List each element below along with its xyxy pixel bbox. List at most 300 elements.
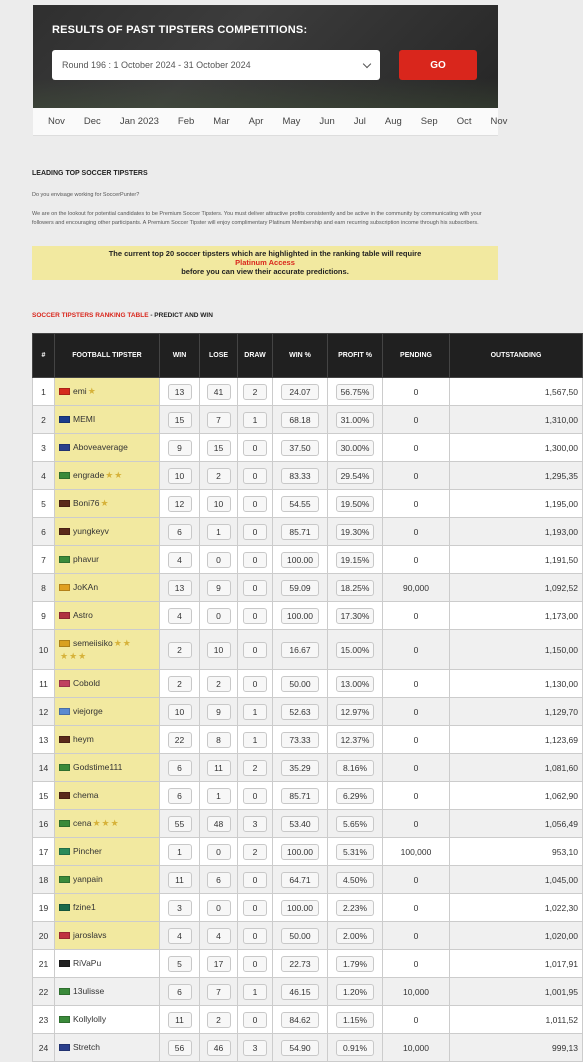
win-pct-cell <box>273 810 328 838</box>
profit-cell <box>328 574 383 602</box>
outstanding-cell: 1,129,70 <box>450 698 583 726</box>
draw-value: 0 <box>243 872 267 888</box>
win-value: 55 <box>168 816 192 832</box>
win-pct-value: 84.62 <box>281 1012 319 1028</box>
pending-cell: 0 <box>383 434 450 462</box>
tipster-cell <box>55 546 160 574</box>
tipster-name-link[interactable]: chema <box>73 790 99 800</box>
tipster-name-link[interactable]: Pincher <box>73 846 102 856</box>
draw-cell <box>238 782 273 810</box>
platinum-access-link[interactable]: Platinum Access <box>235 258 295 267</box>
table-row[interactable] <box>33 378 583 406</box>
star-icon: ★ <box>114 470 123 480</box>
lose-value: 1 <box>207 524 231 540</box>
month-tab[interactable]: Jan 2023 <box>119 116 159 127</box>
tipster-name-link[interactable]: jaroslavs <box>73 930 107 940</box>
rank-cell: 23 <box>33 1006 55 1034</box>
tipster-cell <box>55 726 160 754</box>
win-pct-cell <box>273 866 328 894</box>
outstanding-cell: 1,081,60 <box>450 754 583 782</box>
country-flag-icon <box>59 584 70 591</box>
profit-value: 19.30% <box>336 524 375 540</box>
tipster-cell <box>55 782 160 810</box>
win-value: 11 <box>168 1012 192 1028</box>
tipster-name-link[interactable]: Godstime111 <box>73 762 123 772</box>
lose-cell <box>200 838 238 866</box>
win-cell <box>160 630 200 670</box>
win-pct-value: 85.71 <box>281 788 319 804</box>
win-cell <box>160 810 200 838</box>
table-row[interactable] <box>33 894 583 922</box>
win-pct-cell <box>273 1034 328 1062</box>
lose-value: 9 <box>207 704 231 720</box>
lose-cell <box>200 602 238 630</box>
profit-value: 5.31% <box>336 844 374 860</box>
win-pct-value: 24.07 <box>281 384 319 400</box>
lose-cell <box>200 754 238 782</box>
win-value: 56 <box>168 1040 192 1056</box>
column-header: WIN <box>160 334 200 378</box>
intro-question: Do you envisage working for SoccerPunter? <box>32 192 140 198</box>
draw-value: 1 <box>243 412 267 428</box>
win-pct-cell <box>273 378 328 406</box>
draw-cell <box>238 810 273 838</box>
month-tab[interactable]: Sep <box>420 116 438 127</box>
lose-cell <box>200 894 238 922</box>
tipster-cell <box>55 838 160 866</box>
rank-cell: 22 <box>33 978 55 1006</box>
tipster-cell <box>55 698 160 726</box>
month-tab[interactable]: Nov <box>48 116 65 127</box>
draw-value: 2 <box>243 844 267 860</box>
table-row[interactable] <box>33 406 583 434</box>
lose-value: 41 <box>207 384 231 400</box>
lose-value: 4 <box>207 928 231 944</box>
tipster-name-link[interactable]: yungkeyv <box>73 526 109 536</box>
table-row[interactable] <box>33 546 583 574</box>
country-flag-icon <box>59 556 70 563</box>
lose-cell <box>200 378 238 406</box>
column-header: LOSE <box>200 334 238 378</box>
draw-value: 3 <box>243 816 267 832</box>
draw-value: 0 <box>243 496 267 512</box>
rank-cell: 11 <box>33 670 55 698</box>
month-tab[interactable]: Apr <box>248 116 264 127</box>
country-flag-icon <box>59 528 70 535</box>
month-tab[interactable]: Jul <box>353 116 366 127</box>
tipster-cell <box>55 518 160 546</box>
win-cell <box>160 698 200 726</box>
outstanding-cell: 1,300,00 <box>450 434 583 462</box>
rank-cell: 13 <box>33 726 55 754</box>
column-header: PENDING <box>383 334 450 378</box>
win-pct-value: 100.00 <box>281 900 319 916</box>
draw-value: 1 <box>243 984 267 1000</box>
outstanding-cell: 1,045,00 <box>450 866 583 894</box>
profit-value: 12.97% <box>336 704 375 720</box>
win-cell <box>160 754 200 782</box>
win-pct-cell <box>273 434 328 462</box>
rank-cell: 14 <box>33 754 55 782</box>
country-flag-icon <box>59 904 70 911</box>
win-cell <box>160 1006 200 1034</box>
pending-cell: 0 <box>383 754 450 782</box>
tipster-name-link[interactable]: emi <box>73 386 87 396</box>
win-value: 1 <box>168 844 192 860</box>
pending-cell: 0 <box>383 782 450 810</box>
profit-value: 12.37% <box>336 732 375 748</box>
profit-cell <box>328 894 383 922</box>
tipster-name-link[interactable]: Aboveaverage <box>73 442 128 452</box>
country-flag-icon <box>59 792 70 799</box>
section-heading: LEADING TOP SOCCER TIPSTERS <box>32 170 148 177</box>
lose-value: 2 <box>207 468 231 484</box>
profit-value: 19.15% <box>336 552 375 568</box>
win-cell <box>160 838 200 866</box>
profit-value: 4.50% <box>336 872 374 888</box>
profit-cell <box>328 698 383 726</box>
profit-cell <box>328 546 383 574</box>
round-select[interactable] <box>52 50 380 80</box>
win-value: 6 <box>168 984 192 1000</box>
lose-cell <box>200 1006 238 1034</box>
table-row[interactable] <box>33 978 583 1006</box>
win-pct-value: 100.00 <box>281 608 319 624</box>
tipster-name-link[interactable]: engrade <box>73 470 105 480</box>
outstanding-cell: 1,020,00 <box>450 922 583 950</box>
country-flag-icon <box>59 708 70 715</box>
draw-cell <box>238 434 273 462</box>
table-row[interactable] <box>33 810 583 838</box>
table-row[interactable] <box>33 838 583 866</box>
outstanding-cell: 1,056,49 <box>450 810 583 838</box>
draw-value: 0 <box>243 1012 267 1028</box>
win-cell <box>160 490 200 518</box>
outstanding-cell: 953,10 <box>450 838 583 866</box>
draw-value: 0 <box>243 642 267 658</box>
table-row[interactable] <box>33 754 583 782</box>
tipster-cell <box>55 378 160 406</box>
tipster-name-link[interactable]: RiVaPu <box>73 958 102 968</box>
ranking-table-container[interactable] <box>32 333 578 1053</box>
win-cell <box>160 378 200 406</box>
draw-value: 2 <box>243 760 267 776</box>
table-row[interactable] <box>33 866 583 894</box>
table-row[interactable] <box>33 574 583 602</box>
country-flag-icon <box>59 1044 70 1051</box>
draw-cell <box>238 518 273 546</box>
tipster-name-link[interactable]: heym <box>73 734 94 744</box>
tipster-cell <box>55 950 160 978</box>
table-row[interactable] <box>33 602 583 630</box>
win-cell <box>160 978 200 1006</box>
pending-cell: 0 <box>383 726 450 754</box>
tipster-name-link[interactable]: Boni76 <box>73 498 100 508</box>
month-tab[interactable]: Oct <box>456 116 472 127</box>
tipster-name-link[interactable]: Kollylolly <box>73 1014 107 1024</box>
outstanding-cell: 1,191,50 <box>450 546 583 574</box>
draw-cell <box>238 602 273 630</box>
pending-cell: 0 <box>383 378 450 406</box>
win-cell <box>160 462 200 490</box>
draw-value: 0 <box>243 676 267 692</box>
country-flag-icon <box>59 444 70 451</box>
competition-header <box>33 5 498 108</box>
win-cell <box>160 406 200 434</box>
win-pct-cell <box>273 698 328 726</box>
table-row[interactable] <box>33 922 583 950</box>
star-icon: ★ <box>78 650 87 661</box>
outstanding-cell: 1,022,30 <box>450 894 583 922</box>
win-pct-value: 68.18 <box>281 412 319 428</box>
profit-cell <box>328 434 383 462</box>
profit-value: 1.20% <box>336 984 374 1000</box>
win-pct-value: 16.67 <box>281 642 319 658</box>
table-row[interactable] <box>33 462 583 490</box>
table-row[interactable] <box>33 782 583 810</box>
table-row[interactable] <box>33 1034 583 1062</box>
column-header: OUTSTANDING <box>450 334 583 378</box>
tipster-name-link[interactable]: yanpain <box>73 874 103 884</box>
star-icon: ★ <box>113 637 122 648</box>
tipster-name-link[interactable]: JoKAn <box>73 582 99 592</box>
draw-value: 0 <box>243 608 267 624</box>
draw-value: 0 <box>243 552 267 568</box>
draw-cell <box>238 406 273 434</box>
table-row[interactable] <box>33 490 583 518</box>
draw-value: 2 <box>243 384 267 400</box>
lose-value: 7 <box>207 984 231 1000</box>
win-pct-value: 37.50 <box>281 440 319 456</box>
win-cell <box>160 866 200 894</box>
outstanding-cell: 1,001,95 <box>450 978 583 1006</box>
pending-cell: 0 <box>383 406 450 434</box>
go-button[interactable]: GO <box>399 50 477 80</box>
rank-cell: 8 <box>33 574 55 602</box>
tipster-cell <box>55 978 160 1006</box>
win-value: 4 <box>168 608 192 624</box>
tipster-cell <box>55 922 160 950</box>
outstanding-cell: 1,295,35 <box>450 462 583 490</box>
win-value: 5 <box>168 956 192 972</box>
page-title: RESULTS OF PAST TIPSTERS COMPETITIONS: <box>52 24 308 36</box>
month-tab[interactable]: Feb <box>177 116 195 127</box>
profit-cell <box>328 1034 383 1062</box>
rank-cell: 1 <box>33 378 55 406</box>
draw-cell <box>238 978 273 1006</box>
pending-cell: 0 <box>383 698 450 726</box>
month-tab[interactable]: Nov <box>490 116 508 127</box>
table-row[interactable] <box>33 726 583 754</box>
draw-value: 0 <box>243 524 267 540</box>
round-select-value: Round 196 : 1 October 2024 - 31 October 2024 <box>62 60 251 70</box>
win-pct-value: 100.00 <box>281 844 319 860</box>
win-value: 13 <box>168 580 192 596</box>
win-pct-cell <box>273 670 328 698</box>
profit-cell <box>328 950 383 978</box>
win-cell <box>160 950 200 978</box>
column-header: PROFIT % <box>328 334 383 378</box>
win-value: 12 <box>168 496 192 512</box>
month-tab[interactable]: Mar <box>213 116 230 127</box>
lose-value: 0 <box>207 608 231 624</box>
chevron-down-icon <box>363 59 371 67</box>
win-pct-cell <box>273 462 328 490</box>
rank-cell: 20 <box>33 922 55 950</box>
profit-value: 29.54% <box>336 468 375 484</box>
win-value: 4 <box>168 928 192 944</box>
lose-cell <box>200 866 238 894</box>
win-pct-cell <box>273 630 328 670</box>
table-row[interactable] <box>33 518 583 546</box>
table-row[interactable] <box>33 630 583 670</box>
profit-value: 56.75% <box>336 384 375 400</box>
win-pct-value: 50.00 <box>281 676 319 692</box>
profit-cell <box>328 1006 383 1034</box>
win-value: 10 <box>168 704 192 720</box>
month-tab[interactable]: May <box>282 116 301 127</box>
win-cell <box>160 518 200 546</box>
rank-cell: 21 <box>33 950 55 978</box>
win-pct-cell <box>273 546 328 574</box>
win-pct-value: 59.09 <box>281 580 319 596</box>
country-flag-icon <box>59 500 70 507</box>
profit-value: 8.16% <box>336 760 374 776</box>
draw-cell <box>238 670 273 698</box>
tipster-name-link[interactable]: Cobold <box>73 678 100 688</box>
profit-cell <box>328 838 383 866</box>
profit-cell <box>328 866 383 894</box>
win-pct-value: 35.29 <box>281 760 319 776</box>
outstanding-cell: 1,062,90 <box>450 782 583 810</box>
win-pct-cell <box>273 838 328 866</box>
profit-cell <box>328 602 383 630</box>
lose-value: 48 <box>207 816 231 832</box>
country-flag-icon <box>59 988 70 995</box>
win-value: 6 <box>168 760 192 776</box>
lose-value: 15 <box>207 440 231 456</box>
tipster-cell <box>55 462 160 490</box>
table-row[interactable] <box>33 950 583 978</box>
tipster-cell <box>55 1034 160 1062</box>
win-pct-cell <box>273 518 328 546</box>
win-pct-cell <box>273 602 328 630</box>
outstanding-cell: 1,092,52 <box>450 574 583 602</box>
pending-cell: 10,000 <box>383 978 450 1006</box>
table-row[interactable] <box>33 670 583 698</box>
profit-cell <box>328 518 383 546</box>
lose-value: 46 <box>207 1040 231 1056</box>
tipster-name-link[interactable]: semeiisiko <box>73 637 113 648</box>
tipster-name-link[interactable]: Stretch <box>73 1042 100 1052</box>
win-pct-value: 54.55 <box>281 496 319 512</box>
profit-cell <box>328 754 383 782</box>
tipster-cell <box>55 894 160 922</box>
draw-cell <box>238 950 273 978</box>
draw-value: 0 <box>243 900 267 916</box>
star-icon: ★ <box>92 818 101 828</box>
tipster-name-link[interactable]: 13ulisse <box>73 986 105 996</box>
tipster-name-link[interactable]: MEMI <box>73 414 96 424</box>
profit-value: 6.29% <box>336 788 374 804</box>
rank-cell: 24 <box>33 1034 55 1062</box>
rank-cell: 18 <box>33 866 55 894</box>
table-row[interactable] <box>33 698 583 726</box>
table-row[interactable] <box>33 1006 583 1034</box>
profit-cell <box>328 462 383 490</box>
win-value: 3 <box>168 900 192 916</box>
tipster-cell <box>55 866 160 894</box>
lose-value: 2 <box>207 676 231 692</box>
win-value: 13 <box>168 384 192 400</box>
win-pct-value: 53.40 <box>281 816 319 832</box>
win-value: 9 <box>168 440 192 456</box>
outstanding-cell: 1,173,00 <box>450 602 583 630</box>
win-cell <box>160 894 200 922</box>
pending-cell: 90,000 <box>383 574 450 602</box>
tipster-name-link[interactable]: fzine1 <box>73 902 96 912</box>
country-flag-icon <box>59 960 70 967</box>
month-tab[interactable]: Jun <box>319 116 335 127</box>
win-value: 22 <box>168 732 192 748</box>
draw-value: 0 <box>243 788 267 804</box>
win-pct-cell <box>273 490 328 518</box>
win-value: 6 <box>168 524 192 540</box>
month-tab[interactable]: Dec <box>83 116 101 127</box>
profit-cell <box>328 670 383 698</box>
win-cell <box>160 546 200 574</box>
outstanding-cell: 1,567,50 <box>450 378 583 406</box>
star-icon: ★ <box>101 818 110 828</box>
month-tab[interactable]: Aug <box>384 116 402 127</box>
lose-value: 0 <box>207 844 231 860</box>
win-value: 4 <box>168 552 192 568</box>
outstanding-cell: 1,011,52 <box>450 1006 583 1034</box>
lose-cell <box>200 1034 238 1062</box>
tipster-name-link[interactable]: Astro <box>73 610 93 620</box>
win-pct-cell <box>273 950 328 978</box>
profit-cell <box>328 630 383 670</box>
tipster-name-link[interactable]: viejorge <box>73 706 103 716</box>
draw-cell <box>238 1034 273 1062</box>
notice-line-2: before you can view their accurate predictions. <box>181 267 349 276</box>
win-pct-value: 54.90 <box>281 1040 319 1056</box>
tipster-name-link[interactable]: phavur <box>73 554 99 564</box>
lose-value: 8 <box>207 732 231 748</box>
outstanding-cell: 1,193,00 <box>450 518 583 546</box>
draw-cell <box>238 866 273 894</box>
win-cell <box>160 782 200 810</box>
win-pct-value: 100.00 <box>281 552 319 568</box>
draw-cell <box>238 546 273 574</box>
outstanding-cell: 1,017,91 <box>450 950 583 978</box>
pending-cell: 0 <box>383 950 450 978</box>
profit-value: 19.50% <box>336 496 375 512</box>
win-pct-value: 46.15 <box>281 984 319 1000</box>
ranking-title <box>32 312 213 319</box>
win-pct-value: 52.63 <box>281 704 319 720</box>
lose-value: 0 <box>207 900 231 916</box>
draw-value: 0 <box>243 468 267 484</box>
lose-cell <box>200 726 238 754</box>
win-pct-cell <box>273 574 328 602</box>
table-row[interactable] <box>33 434 583 462</box>
outstanding-cell: 1,150,00 <box>450 630 583 670</box>
country-flag-icon <box>59 820 70 827</box>
profit-value: 1.79% <box>336 956 374 972</box>
tipster-name-link[interactable]: cena <box>73 818 92 828</box>
win-pct-value: 50.00 <box>281 928 319 944</box>
